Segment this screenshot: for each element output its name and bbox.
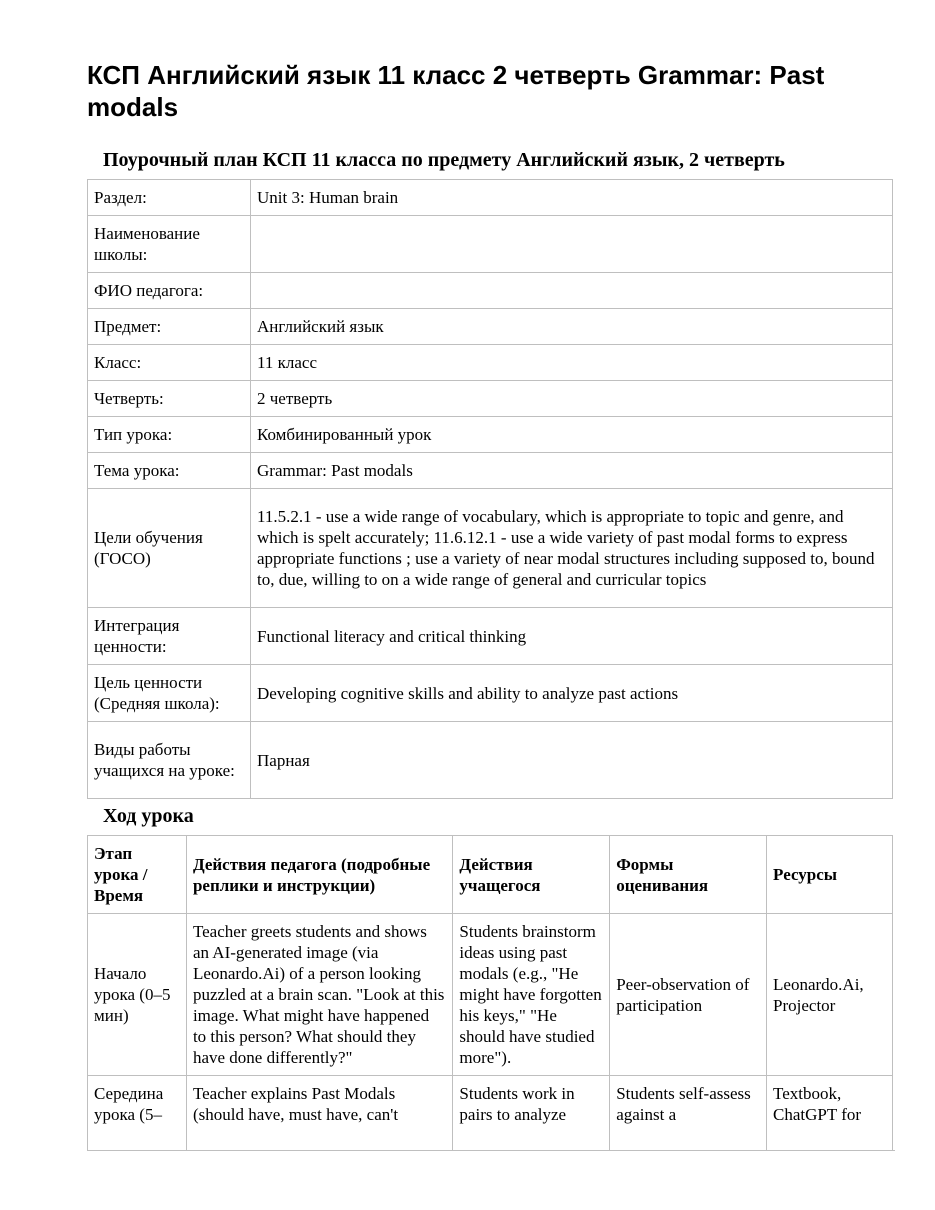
row-label: Цели обучения (ГОСО) xyxy=(88,489,251,608)
column-header: Этап урока / Время xyxy=(88,836,187,914)
row-value: Парная xyxy=(251,722,893,799)
table-row xyxy=(88,216,893,273)
plan-heading: Поурочный план КСП 11 класса по предмету Английский язык, 2 четверть xyxy=(103,149,785,171)
lesson-info-table xyxy=(87,179,893,799)
row-value xyxy=(251,273,893,309)
row-value xyxy=(251,216,893,273)
table-row xyxy=(88,309,893,345)
row-label: Предмет: xyxy=(88,309,251,345)
table-cell: Teacher greets students and shows an AI-generated image (via Leonardo.Ai) of a person looking puzzled at a brain scan. "Look at this image. What might have happened to this person? What should they have done differently?" xyxy=(186,914,452,1076)
row-label: Класс: xyxy=(88,345,251,381)
row-value: Functional literacy and critical thinking xyxy=(251,608,893,665)
table-row xyxy=(88,381,893,417)
column-header: Действия учащегося xyxy=(453,836,610,914)
table-cell: Peer-observation of participation xyxy=(610,914,767,1076)
table-row xyxy=(88,180,893,216)
row-value: 11.5.2.1 - use a wide range of vocabulary, which is appropriate to topic and genre, and which is spelt accurately; 11.6.12.1 - use a wide variety of past modal forms to express appropriate functions ; use a variety of near modal structures including supposed to, bound to, due, willing to on a wide range of general and curricular topics xyxy=(251,489,893,608)
table-row xyxy=(88,914,893,1076)
table-cell: Начало урока (0–5 мин) xyxy=(88,914,187,1076)
row-label: Тип урока: xyxy=(88,417,251,453)
lesson-flow-table xyxy=(87,835,893,1151)
row-value: 2 четверть xyxy=(251,381,893,417)
row-value: Комбинированный урок xyxy=(251,417,893,453)
row-value: 11 класс xyxy=(251,345,893,381)
table-row xyxy=(88,722,893,799)
table-row xyxy=(88,665,893,722)
row-value: Английский язык xyxy=(251,309,893,345)
table-cell: Textbook, ChatGPT for xyxy=(767,1076,893,1152)
column-header: Формы оценивания xyxy=(610,836,767,914)
table-cell: Leonardo.Ai, Projector xyxy=(767,914,893,1076)
row-label: Тема урока: xyxy=(88,453,251,489)
table-row xyxy=(88,273,893,309)
row-value: Grammar: Past modals xyxy=(251,453,893,489)
column-header: Действия педагога (подробные реплики и инструкции) xyxy=(186,836,452,914)
lesson-heading: Ход урока xyxy=(103,805,194,827)
row-value: Developing cognitive skills and ability to analyze past actions xyxy=(251,665,893,722)
lesson-table-clip xyxy=(87,835,895,1151)
table-bottom-border xyxy=(87,1150,895,1151)
table-row xyxy=(88,489,893,608)
document-title: КСП Английский язык 11 класс 2 четверть Grammar: Past modals xyxy=(87,60,825,122)
table-row xyxy=(88,417,893,453)
table-cell: Students self-assess against a xyxy=(610,1076,767,1152)
row-label: ФИО педагога: xyxy=(88,273,251,309)
row-label: Четверть: xyxy=(88,381,251,417)
table-cell: Середина урока (5– xyxy=(88,1076,187,1152)
row-value: Unit 3: Human brain xyxy=(251,180,893,216)
table-row xyxy=(88,608,893,665)
column-header: Ресурсы xyxy=(767,836,893,914)
table-row xyxy=(88,345,893,381)
table-cell: Teacher explains Past Modals (should have, must have, can't xyxy=(186,1076,452,1152)
table-cell: Students brainstorm ideas using past modals (e.g., "He might have forgotten his keys," "He should have studied more"). xyxy=(453,914,610,1076)
row-label: Наименование школы: xyxy=(88,216,251,273)
table-row xyxy=(88,1076,893,1152)
row-label: Цель ценности (Средняя школа): xyxy=(88,665,251,722)
table-cell: Students work in pairs to analyze xyxy=(453,1076,610,1152)
table-row xyxy=(88,453,893,489)
table-header-row xyxy=(88,836,893,914)
row-label: Виды работы учащихся на уроке: xyxy=(88,722,251,799)
row-label: Интеграция ценности: xyxy=(88,608,251,665)
row-label: Раздел: xyxy=(88,180,251,216)
